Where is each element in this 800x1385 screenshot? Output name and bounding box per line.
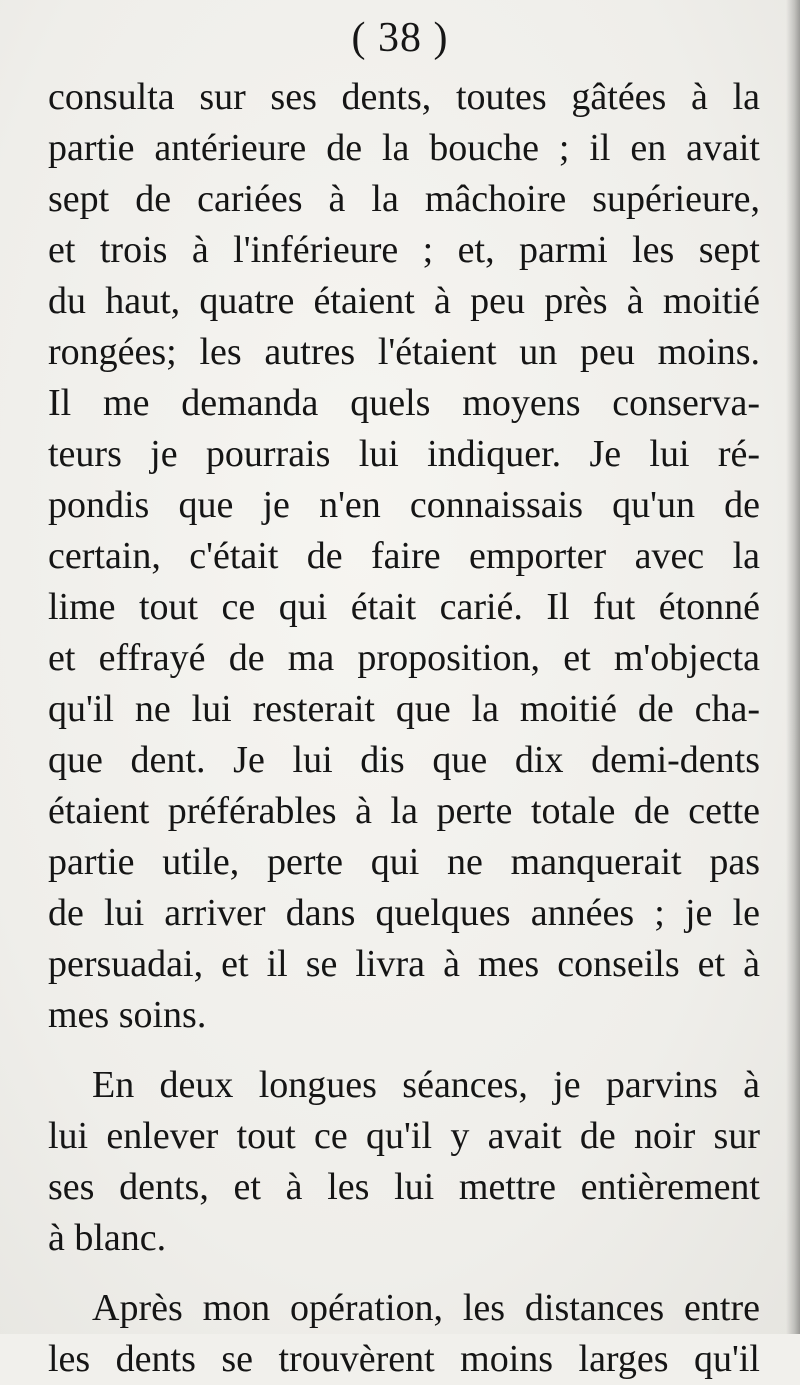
- text-line: lime tout ce qui était carié. Il fut étonné: [48, 586, 760, 628]
- text-line: consulta sur ses dents, toutes gâtées à la: [48, 76, 760, 118]
- text-line: lui enlever tout ce qu'il y avait de noir sur: [48, 1115, 760, 1157]
- paragraph-gap: [48, 1041, 760, 1060]
- paragraph-3: [48, 1283, 760, 1385]
- text-line: que dent. Je lui dis que dix demi-dents: [48, 739, 760, 781]
- text-line: Après mon opération, les distances entre: [92, 1287, 760, 1329]
- text-line: les dents se trouvèrent moins larges qu'il: [48, 1338, 760, 1380]
- page-number: ( 38 ): [351, 15, 449, 61]
- page-edge-shadow: [786, 0, 800, 1334]
- text-line: rongées; les autres l'étaient un peu moins.: [48, 331, 760, 373]
- text-line: certain, c'était de faire emporter avec la: [48, 535, 760, 577]
- text-line: partie antérieure de la bouche ; il en avait: [48, 127, 760, 169]
- text-line: étaient préférables à la perte totale de cette: [48, 790, 760, 832]
- text-line: de lui arriver dans quelques années ; je le: [48, 892, 760, 934]
- text-line: à blanc.: [48, 1217, 167, 1259]
- text-line: En deux longues séances, je parvins à: [92, 1064, 760, 1106]
- text-line: et trois à l'inférieure ; et, parmi les sept: [48, 229, 760, 271]
- text-line: pondis que je n'en connaissais qu'un de: [48, 484, 760, 526]
- text-line: persuadai, et il se livra à mes conseils et à: [48, 943, 760, 985]
- body-text: [48, 72, 760, 1385]
- text-line: teurs je pourrais lui indiquer. Je lui ré-: [48, 433, 760, 475]
- text-line: qu'il ne lui resterait que la moitié de cha-: [48, 688, 760, 730]
- text-line: partie utile, perte qui ne manquerait pas: [48, 841, 760, 883]
- paragraph-1: [48, 72, 760, 1041]
- paragraph-gap: [48, 1264, 760, 1283]
- text-line: sept de cariées à la mâchoire supérieure,: [48, 178, 760, 220]
- text-line: mes soins.: [48, 994, 207, 1036]
- text-line: et effrayé de ma proposition, et m'objecta: [48, 637, 760, 679]
- text-line: Il me demanda quels moyens conserva-: [48, 382, 760, 424]
- text-line: ses dents, et à les lui mettre entièrement: [48, 1166, 760, 1208]
- paragraph-2: [48, 1060, 760, 1264]
- text-line: du haut, quatre étaient à peu près à moitié: [48, 280, 760, 322]
